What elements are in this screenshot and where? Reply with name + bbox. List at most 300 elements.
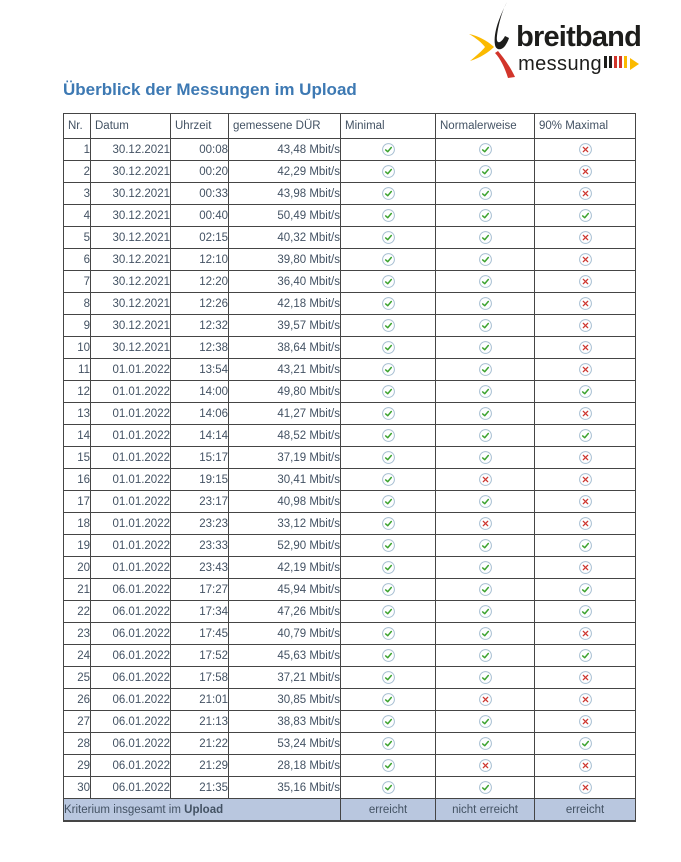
- datum-cell: 01.01.2022: [91, 425, 171, 447]
- maximal-status-cell: [535, 689, 636, 711]
- check-icon: [382, 496, 395, 508]
- check-icon: [382, 298, 395, 310]
- table-row: [64, 755, 636, 777]
- normalerweise-status-cell: [436, 491, 535, 513]
- duer-cell: 38,83 Mbit/s: [229, 711, 341, 733]
- check-icon: [579, 540, 592, 552]
- cross-icon: [579, 144, 592, 156]
- nr-cell: 24: [64, 645, 91, 667]
- minimal-status-cell: [341, 359, 436, 381]
- duer-cell: 36,40 Mbit/s: [229, 271, 341, 293]
- minimal-status-cell: [341, 425, 436, 447]
- datum-cell: 30.12.2021: [91, 139, 171, 161]
- uhrzeit-cell: 14:00: [171, 381, 229, 403]
- check-icon: [479, 276, 492, 288]
- normalerweise-status-cell: [436, 139, 535, 161]
- nr-cell: 20: [64, 557, 91, 579]
- datum-cell: 06.01.2022: [91, 623, 171, 645]
- table-row: [64, 689, 636, 711]
- cross-icon: [579, 342, 592, 354]
- datum-cell: 06.01.2022: [91, 667, 171, 689]
- datum-cell: 01.01.2022: [91, 469, 171, 491]
- check-icon: [382, 452, 395, 464]
- datum-cell: 01.01.2022: [91, 513, 171, 535]
- cross-icon: [579, 760, 592, 772]
- cross-icon: [579, 408, 592, 420]
- cross-icon: [579, 694, 592, 706]
- nr-cell: 6: [64, 249, 91, 271]
- check-icon: [382, 254, 395, 266]
- check-icon: [382, 232, 395, 244]
- check-icon: [382, 738, 395, 750]
- table-row: [64, 777, 636, 799]
- check-icon: [479, 496, 492, 508]
- nr-cell: 30: [64, 777, 91, 799]
- check-icon: [382, 584, 395, 596]
- minimal-status-cell: [341, 623, 436, 645]
- duer-cell: 45,63 Mbit/s: [229, 645, 341, 667]
- check-icon: [479, 364, 492, 376]
- check-icon: [382, 430, 395, 442]
- maximal-status-cell: [535, 447, 636, 469]
- header-datum: Datum: [91, 114, 171, 139]
- nr-cell: 16: [64, 469, 91, 491]
- table-row: [64, 403, 636, 425]
- duer-cell: 48,52 Mbit/s: [229, 425, 341, 447]
- minimal-status-cell: [341, 689, 436, 711]
- check-icon: [382, 386, 395, 398]
- cross-icon: [579, 452, 592, 464]
- check-icon: [579, 606, 592, 618]
- maximal-status-cell: [535, 557, 636, 579]
- cross-icon: [579, 254, 592, 266]
- normalerweise-status-cell: [436, 733, 535, 755]
- cross-icon: [579, 364, 592, 376]
- uhrzeit-cell: 13:54: [171, 359, 229, 381]
- header-normalerweise: Normalerweise: [436, 114, 535, 139]
- header-nr: Nr.: [64, 114, 91, 139]
- nr-cell: 26: [64, 689, 91, 711]
- datum-cell: 30.12.2021: [91, 227, 171, 249]
- check-icon: [479, 584, 492, 596]
- datum-cell: 30.12.2021: [91, 337, 171, 359]
- check-icon: [382, 210, 395, 222]
- summary-label-text: Kriterium insgesamt im: [64, 803, 185, 816]
- maximal-status-cell: [535, 491, 636, 513]
- datum-cell: 30.12.2021: [91, 205, 171, 227]
- summary-row: [64, 799, 636, 822]
- header-uhrzeit: Uhrzeit: [171, 114, 229, 139]
- nr-cell: 3: [64, 183, 91, 205]
- minimal-status-cell: [341, 315, 436, 337]
- check-icon: [479, 188, 492, 200]
- normalerweise-status-cell: [436, 315, 535, 337]
- table-row: [64, 733, 636, 755]
- check-icon: [479, 408, 492, 420]
- logo-wordmark: [516, 2, 641, 74]
- minimal-status-cell: [341, 491, 436, 513]
- uhrzeit-cell: 00:40: [171, 205, 229, 227]
- uhrzeit-cell: 19:15: [171, 469, 229, 491]
- maximal-status-cell: [535, 667, 636, 689]
- table-row: [64, 337, 636, 359]
- table-row: [64, 469, 636, 491]
- logo-line2: messung: [518, 53, 603, 75]
- duer-cell: 37,21 Mbit/s: [229, 667, 341, 689]
- datum-cell: 01.01.2022: [91, 535, 171, 557]
- table-row: [64, 359, 636, 381]
- minimal-status-cell: [341, 601, 436, 623]
- datum-cell: 01.01.2022: [91, 403, 171, 425]
- table-row: [64, 623, 636, 645]
- uhrzeit-cell: 21:22: [171, 733, 229, 755]
- nr-cell: 22: [64, 601, 91, 623]
- duer-cell: 39,80 Mbit/s: [229, 249, 341, 271]
- nr-cell: 21: [64, 579, 91, 601]
- check-icon: [579, 210, 592, 222]
- check-icon: [479, 430, 492, 442]
- normalerweise-status-cell: [436, 755, 535, 777]
- uhrzeit-cell: 12:26: [171, 293, 229, 315]
- maximal-status-cell: [535, 249, 636, 271]
- minimal-status-cell: [341, 733, 436, 755]
- duer-cell: 38,64 Mbit/s: [229, 337, 341, 359]
- maximal-status-cell: [535, 535, 636, 557]
- datum-cell: 06.01.2022: [91, 689, 171, 711]
- uhrzeit-cell: 17:34: [171, 601, 229, 623]
- duer-cell: 42,18 Mbit/s: [229, 293, 341, 315]
- duer-cell: 42,19 Mbit/s: [229, 557, 341, 579]
- maximal-status-cell: [535, 403, 636, 425]
- table-row: [64, 513, 636, 535]
- maximal-status-cell: [535, 183, 636, 205]
- uhrzeit-cell: 12:20: [171, 271, 229, 293]
- datum-cell: 06.01.2022: [91, 777, 171, 799]
- cross-icon: [579, 496, 592, 508]
- uhrzeit-cell: 00:20: [171, 161, 229, 183]
- normalerweise-status-cell: [436, 271, 535, 293]
- uhrzeit-cell: 21:01: [171, 689, 229, 711]
- table-row: [64, 645, 636, 667]
- nr-cell: 9: [64, 315, 91, 337]
- logo-bar-icon: [609, 56, 612, 68]
- cross-icon: [579, 672, 592, 684]
- logo-bar-icon: [624, 56, 627, 68]
- minimal-status-cell: [341, 513, 436, 535]
- duer-cell: 40,32 Mbit/s: [229, 227, 341, 249]
- check-icon: [382, 540, 395, 552]
- table-row: [64, 249, 636, 271]
- duer-cell: 52,90 Mbit/s: [229, 535, 341, 557]
- check-icon: [382, 144, 395, 156]
- nr-cell: 15: [64, 447, 91, 469]
- check-icon: [382, 628, 395, 640]
- uhrzeit-cell: 23:23: [171, 513, 229, 535]
- minimal-status-cell: [341, 337, 436, 359]
- datum-cell: 30.12.2021: [91, 271, 171, 293]
- check-icon: [382, 606, 395, 618]
- duer-cell: 41,27 Mbit/s: [229, 403, 341, 425]
- maximal-status-cell: [535, 755, 636, 777]
- table-row: [64, 183, 636, 205]
- logo-bar-icon: [604, 56, 607, 68]
- duer-cell: 33,12 Mbit/s: [229, 513, 341, 535]
- datum-cell: 01.01.2022: [91, 491, 171, 513]
- maximal-status-cell: [535, 645, 636, 667]
- logo-bars-icon: [602, 55, 627, 73]
- check-icon: [479, 452, 492, 464]
- uhrzeit-cell: 17:27: [171, 579, 229, 601]
- nr-cell: 10: [64, 337, 91, 359]
- maximal-status-cell: [535, 205, 636, 227]
- minimal-status-cell: [341, 403, 436, 425]
- table-row: [64, 139, 636, 161]
- check-icon: [382, 782, 395, 794]
- normalerweise-status-cell: [436, 689, 535, 711]
- uhrzeit-cell: 23:43: [171, 557, 229, 579]
- check-icon: [382, 760, 395, 772]
- duer-cell: 28,18 Mbit/s: [229, 755, 341, 777]
- datum-cell: 06.01.2022: [91, 755, 171, 777]
- check-icon: [479, 320, 492, 332]
- check-icon: [479, 342, 492, 354]
- maximal-status-cell: [535, 711, 636, 733]
- nr-cell: 12: [64, 381, 91, 403]
- normalerweise-status-cell: [436, 557, 535, 579]
- maximal-status-cell: [535, 381, 636, 403]
- maximal-status-cell: [535, 777, 636, 799]
- logo-line1: breitband: [516, 21, 641, 53]
- duer-cell: 43,48 Mbit/s: [229, 139, 341, 161]
- table-row: [64, 667, 636, 689]
- duer-cell: 40,98 Mbit/s: [229, 491, 341, 513]
- maximal-status-cell: [535, 623, 636, 645]
- maximal-status-cell: [535, 469, 636, 491]
- datum-cell: 01.01.2022: [91, 447, 171, 469]
- normalerweise-status-cell: [436, 293, 535, 315]
- uhrzeit-cell: 12:32: [171, 315, 229, 337]
- normalerweise-status-cell: [436, 469, 535, 491]
- check-icon: [479, 738, 492, 750]
- datum-cell: 30.12.2021: [91, 315, 171, 337]
- datum-cell: 06.01.2022: [91, 711, 171, 733]
- uhrzeit-cell: 12:10: [171, 249, 229, 271]
- nr-cell: 19: [64, 535, 91, 557]
- normalerweise-status-cell: [436, 447, 535, 469]
- header-minimal: Minimal: [341, 114, 436, 139]
- duer-cell: 45,94 Mbit/s: [229, 579, 341, 601]
- nr-cell: 2: [64, 161, 91, 183]
- duer-cell: 35,16 Mbit/s: [229, 777, 341, 799]
- logo-bar-icon: [619, 56, 622, 68]
- maximal-status-cell: [535, 579, 636, 601]
- cross-icon: [479, 474, 492, 486]
- logo-arrow-icon: [630, 58, 639, 70]
- cross-icon: [579, 518, 592, 530]
- table-row: [64, 227, 636, 249]
- maximal-status-cell: [535, 359, 636, 381]
- duer-cell: 37,19 Mbit/s: [229, 447, 341, 469]
- duer-cell: 47,26 Mbit/s: [229, 601, 341, 623]
- duer-cell: 49,80 Mbit/s: [229, 381, 341, 403]
- normalerweise-status-cell: [436, 359, 535, 381]
- nr-cell: 4: [64, 205, 91, 227]
- minimal-status-cell: [341, 293, 436, 315]
- duer-cell: 53,24 Mbit/s: [229, 733, 341, 755]
- datum-cell: 30.12.2021: [91, 249, 171, 271]
- duer-cell: 43,98 Mbit/s: [229, 183, 341, 205]
- upload-measurements-table: [63, 113, 636, 822]
- normalerweise-status-cell: [436, 645, 535, 667]
- check-icon: [579, 430, 592, 442]
- header-gemessene-duer: gemessene DÜR: [229, 114, 341, 139]
- table-row: [64, 315, 636, 337]
- uhrzeit-cell: 21:29: [171, 755, 229, 777]
- minimal-status-cell: [341, 535, 436, 557]
- minimal-status-cell: [341, 645, 436, 667]
- check-icon: [382, 474, 395, 486]
- check-icon: [579, 386, 592, 398]
- cross-icon: [479, 518, 492, 530]
- check-icon: [479, 716, 492, 728]
- check-icon: [382, 276, 395, 288]
- uhrzeit-cell: 12:38: [171, 337, 229, 359]
- normalerweise-status-cell: [436, 579, 535, 601]
- header-90-maximal: 90% Maximal: [535, 114, 636, 139]
- normalerweise-status-cell: [436, 535, 535, 557]
- summary-minimal-cell: erreicht: [341, 799, 436, 822]
- summary-label-cell: [64, 799, 341, 822]
- cross-icon: [579, 276, 592, 288]
- uhrzeit-cell: 17:52: [171, 645, 229, 667]
- table-row: [64, 711, 636, 733]
- check-icon: [479, 782, 492, 794]
- uhrzeit-cell: 23:17: [171, 491, 229, 513]
- cross-icon: [579, 474, 592, 486]
- minimal-status-cell: [341, 271, 436, 293]
- normalerweise-status-cell: [436, 227, 535, 249]
- table-row: [64, 293, 636, 315]
- minimal-status-cell: [341, 667, 436, 689]
- check-icon: [479, 144, 492, 156]
- minimal-status-cell: [341, 579, 436, 601]
- datum-cell: 01.01.2022: [91, 359, 171, 381]
- normalerweise-status-cell: [436, 667, 535, 689]
- uhrzeit-cell: 02:15: [171, 227, 229, 249]
- normalerweise-status-cell: [436, 381, 535, 403]
- check-icon: [479, 210, 492, 222]
- normalerweise-status-cell: [436, 403, 535, 425]
- datum-cell: 30.12.2021: [91, 161, 171, 183]
- check-icon: [479, 254, 492, 266]
- maximal-status-cell: [535, 139, 636, 161]
- maximal-status-cell: [535, 337, 636, 359]
- minimal-status-cell: [341, 161, 436, 183]
- nr-cell: 29: [64, 755, 91, 777]
- duer-cell: 30,41 Mbit/s: [229, 469, 341, 491]
- uhrzeit-cell: 21:13: [171, 711, 229, 733]
- check-icon: [382, 408, 395, 420]
- normalerweise-status-cell: [436, 425, 535, 447]
- duer-cell: 50,49 Mbit/s: [229, 205, 341, 227]
- datum-cell: 30.12.2021: [91, 293, 171, 315]
- check-icon: [479, 628, 492, 640]
- table-row: [64, 601, 636, 623]
- check-icon: [382, 188, 395, 200]
- maximal-status-cell: [535, 513, 636, 535]
- cross-icon: [579, 716, 592, 728]
- check-icon: [382, 562, 395, 574]
- datum-cell: 06.01.2022: [91, 601, 171, 623]
- breitbandmessung-logo: [467, 2, 641, 83]
- normalerweise-status-cell: [436, 623, 535, 645]
- normalerweise-status-cell: [436, 711, 535, 733]
- check-icon: [382, 342, 395, 354]
- check-icon: [382, 650, 395, 662]
- check-icon: [479, 386, 492, 398]
- cross-icon: [579, 232, 592, 244]
- check-icon: [382, 320, 395, 332]
- minimal-status-cell: [341, 183, 436, 205]
- minimal-status-cell: [341, 227, 436, 249]
- duer-cell: 39,57 Mbit/s: [229, 315, 341, 337]
- datum-cell: 06.01.2022: [91, 733, 171, 755]
- normalerweise-status-cell: [436, 183, 535, 205]
- check-icon: [382, 518, 395, 530]
- check-icon: [579, 584, 592, 596]
- datum-cell: 30.12.2021: [91, 183, 171, 205]
- nr-cell: 7: [64, 271, 91, 293]
- uhrzeit-cell: 17:58: [171, 667, 229, 689]
- uhrzeit-cell: 15:17: [171, 447, 229, 469]
- check-icon: [479, 166, 492, 178]
- table-row: [64, 535, 636, 557]
- nr-cell: 11: [64, 359, 91, 381]
- minimal-status-cell: [341, 447, 436, 469]
- normalerweise-status-cell: [436, 513, 535, 535]
- normalerweise-status-cell: [436, 601, 535, 623]
- duer-cell: 40,79 Mbit/s: [229, 623, 341, 645]
- check-icon: [479, 232, 492, 244]
- nr-cell: 18: [64, 513, 91, 535]
- cross-icon: [579, 188, 592, 200]
- normalerweise-status-cell: [436, 249, 535, 271]
- datum-cell: 06.01.2022: [91, 645, 171, 667]
- nr-cell: 14: [64, 425, 91, 447]
- summary-normalerweise-cell: nicht erreicht: [436, 799, 535, 822]
- uhrzeit-cell: 17:45: [171, 623, 229, 645]
- nr-cell: 13: [64, 403, 91, 425]
- cross-icon: [479, 760, 492, 772]
- maximal-status-cell: [535, 271, 636, 293]
- normalerweise-status-cell: [436, 205, 535, 227]
- normalerweise-status-cell: [436, 777, 535, 799]
- maximal-status-cell: [535, 425, 636, 447]
- check-icon: [479, 540, 492, 552]
- table-row: [64, 381, 636, 403]
- check-icon: [382, 672, 395, 684]
- nr-cell: 28: [64, 733, 91, 755]
- check-icon: [579, 738, 592, 750]
- nr-cell: 5: [64, 227, 91, 249]
- normalerweise-status-cell: [436, 337, 535, 359]
- header-row: [64, 114, 636, 139]
- maximal-status-cell: [535, 315, 636, 337]
- cross-icon: [579, 320, 592, 332]
- cross-icon: [579, 628, 592, 640]
- uhrzeit-cell: 00:08: [171, 139, 229, 161]
- summary-maximal-cell: erreicht: [535, 799, 636, 822]
